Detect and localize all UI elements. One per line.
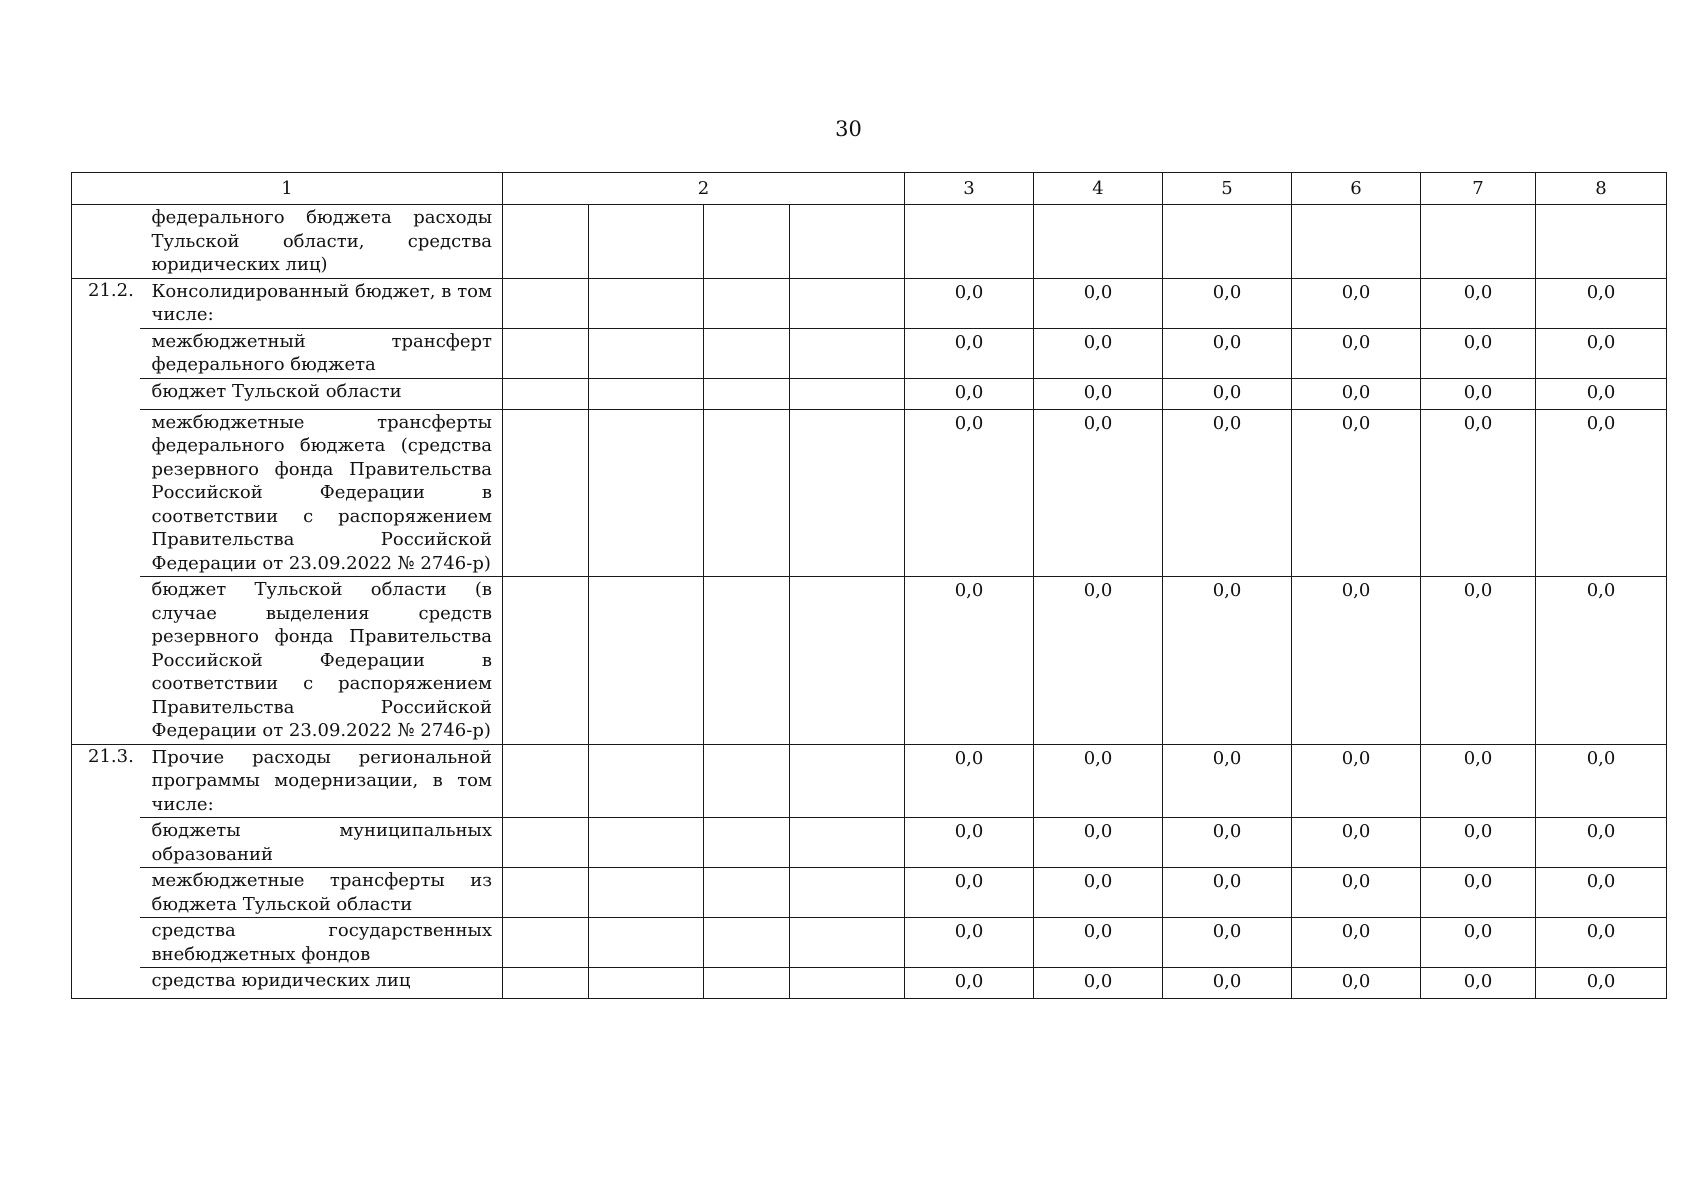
table-row <box>72 328 1667 378</box>
empty-cell <box>503 744 589 818</box>
row-name: бюджет Тульской области <box>140 378 503 409</box>
empty-cell <box>503 818 589 868</box>
value-cell-col-3: 0,0 <box>905 378 1034 409</box>
column-header-8: 8 <box>1536 173 1667 205</box>
column-header-1: 1 <box>72 173 503 205</box>
column-header-5: 5 <box>1163 173 1292 205</box>
row-name: межбюджетный трансферт федерального бюджета <box>140 328 503 378</box>
table-row <box>72 868 1667 918</box>
value-cell-col-8: 0,0 <box>1536 968 1667 999</box>
value-cell-col-4 <box>1034 205 1163 279</box>
value-cell-col-4: 0,0 <box>1034 409 1163 577</box>
empty-cell <box>503 278 589 328</box>
table-row <box>72 278 1667 328</box>
value-cell-col-6: 0,0 <box>1292 744 1421 818</box>
value-cell-col-6: 0,0 <box>1292 918 1421 968</box>
empty-cell <box>589 818 704 868</box>
row-name: средства государственных внебюджетных фондов <box>140 918 503 968</box>
table-row <box>72 409 1667 577</box>
value-cell-col-6: 0,0 <box>1292 409 1421 577</box>
row-name: Консолидированный бюджет, в том числе: <box>140 278 503 328</box>
value-cell-col-3: 0,0 <box>905 278 1034 328</box>
value-cell-col-4: 0,0 <box>1034 328 1163 378</box>
value-cell-col-7: 0,0 <box>1421 278 1536 328</box>
row-number <box>72 205 140 279</box>
value-cell-col-7: 0,0 <box>1421 378 1536 409</box>
empty-cell <box>704 205 790 279</box>
empty-cell <box>503 868 589 918</box>
value-cell-col-6: 0,0 <box>1292 868 1421 918</box>
table-row <box>72 744 1667 818</box>
value-cell-col-3: 0,0 <box>905 918 1034 968</box>
column-header-6: 6 <box>1292 173 1421 205</box>
value-cell-col-4: 0,0 <box>1034 744 1163 818</box>
value-cell-col-5 <box>1163 205 1292 279</box>
empty-cell <box>790 868 905 918</box>
value-cell-col-5: 0,0 <box>1163 577 1292 745</box>
value-cell-col-8: 0,0 <box>1536 868 1667 918</box>
value-cell-col-4: 0,0 <box>1034 868 1163 918</box>
empty-cell <box>790 918 905 968</box>
row-name: средства юридических лиц <box>140 968 503 999</box>
empty-cell <box>704 409 790 577</box>
value-cell-col-5: 0,0 <box>1163 744 1292 818</box>
value-cell-col-8: 0,0 <box>1536 577 1667 745</box>
value-cell-col-8: 0,0 <box>1536 818 1667 868</box>
value-cell-col-8: 0,0 <box>1536 378 1667 409</box>
column-header-3: 3 <box>905 173 1034 205</box>
value-cell-col-6: 0,0 <box>1292 328 1421 378</box>
empty-cell <box>704 328 790 378</box>
value-cell-col-6: 0,0 <box>1292 818 1421 868</box>
row-number: 21.3. <box>72 744 140 999</box>
value-cell-col-8 <box>1536 205 1667 279</box>
empty-cell <box>503 409 589 577</box>
value-cell-col-4: 0,0 <box>1034 968 1163 999</box>
empty-cell <box>790 409 905 577</box>
empty-cell <box>589 968 704 999</box>
table-row <box>72 968 1667 999</box>
empty-cell <box>589 409 704 577</box>
table-row <box>72 918 1667 968</box>
value-cell-col-3: 0,0 <box>905 968 1034 999</box>
value-cell-col-5: 0,0 <box>1163 328 1292 378</box>
table-row <box>72 818 1667 868</box>
empty-cell <box>704 868 790 918</box>
value-cell-col-7: 0,0 <box>1421 868 1536 918</box>
row-name: бюджеты муниципальных образований <box>140 818 503 868</box>
column-header-4: 4 <box>1034 173 1163 205</box>
empty-cell <box>503 378 589 409</box>
value-cell-col-4: 0,0 <box>1034 818 1163 868</box>
row-number: 21.2. <box>72 278 140 744</box>
value-cell-col-6: 0,0 <box>1292 378 1421 409</box>
value-cell-col-3: 0,0 <box>905 577 1034 745</box>
empty-cell <box>589 278 704 328</box>
budget-table <box>71 172 1667 999</box>
value-cell-col-4: 0,0 <box>1034 918 1163 968</box>
row-name: бюджет Тульской области (в случае выделения средств резервного фонда Правительства Российской Федерации в соответствии с распоряжением Правительства Российской Федерации от 23.09.2022 № 2746-р) <box>140 577 503 745</box>
empty-cell <box>503 968 589 999</box>
empty-cell <box>589 744 704 818</box>
value-cell-col-8: 0,0 <box>1536 409 1667 577</box>
header-row <box>72 173 1667 205</box>
column-header-2: 2 <box>503 173 905 205</box>
empty-cell <box>704 577 790 745</box>
value-cell-col-3: 0,0 <box>905 409 1034 577</box>
row-name: Прочие расходы региональной программы модернизации, в том числе: <box>140 744 503 818</box>
value-cell-col-7: 0,0 <box>1421 818 1536 868</box>
empty-cell <box>790 278 905 328</box>
value-cell-col-7 <box>1421 205 1536 279</box>
value-cell-col-3: 0,0 <box>905 744 1034 818</box>
value-cell-col-3: 0,0 <box>905 328 1034 378</box>
empty-cell <box>790 577 905 745</box>
value-cell-col-7: 0,0 <box>1421 577 1536 745</box>
value-cell-col-7: 0,0 <box>1421 918 1536 968</box>
value-cell-col-3: 0,0 <box>905 818 1034 868</box>
row-name: межбюджетные трансферты из бюджета Тульской области <box>140 868 503 918</box>
table-row <box>72 378 1667 409</box>
value-cell-col-6: 0,0 <box>1292 278 1421 328</box>
empty-cell <box>704 918 790 968</box>
value-cell-col-5: 0,0 <box>1163 378 1292 409</box>
value-cell-col-7: 0,0 <box>1421 968 1536 999</box>
value-cell-col-5: 0,0 <box>1163 278 1292 328</box>
value-cell-col-8: 0,0 <box>1536 278 1667 328</box>
value-cell-col-5: 0,0 <box>1163 918 1292 968</box>
value-cell-col-6: 0,0 <box>1292 577 1421 745</box>
column-header-7: 7 <box>1421 173 1536 205</box>
empty-cell <box>704 378 790 409</box>
table-row <box>72 205 1667 279</box>
value-cell-col-7: 0,0 <box>1421 409 1536 577</box>
empty-cell <box>589 868 704 918</box>
empty-cell <box>704 278 790 328</box>
empty-cell <box>790 205 905 279</box>
table-row <box>72 577 1667 745</box>
value-cell-col-7: 0,0 <box>1421 744 1536 818</box>
value-cell-col-8: 0,0 <box>1536 918 1667 968</box>
value-cell-col-6 <box>1292 205 1421 279</box>
value-cell-col-3: 0,0 <box>905 868 1034 918</box>
row-name: федерального бюджета расходы Тульской области, средства юридических лиц) <box>140 205 503 279</box>
empty-cell <box>790 328 905 378</box>
value-cell-col-5: 0,0 <box>1163 968 1292 999</box>
value-cell-col-5: 0,0 <box>1163 868 1292 918</box>
empty-cell <box>589 918 704 968</box>
empty-cell <box>704 744 790 818</box>
value-cell-col-6: 0,0 <box>1292 968 1421 999</box>
value-cell-col-5: 0,0 <box>1163 409 1292 577</box>
empty-cell <box>589 328 704 378</box>
empty-cell <box>503 205 589 279</box>
value-cell-col-4: 0,0 <box>1034 577 1163 745</box>
value-cell-col-4: 0,0 <box>1034 378 1163 409</box>
empty-cell <box>790 818 905 868</box>
empty-cell <box>790 968 905 999</box>
value-cell-col-5: 0,0 <box>1163 818 1292 868</box>
empty-cell <box>790 378 905 409</box>
row-name: межбюджетные трансферты федерального бюджета (средства резервного фонда Правительства Российской Федерации в соответствии с распоряжением Правительства Российской Федерации от 23.09.2022 № 2746-р) <box>140 409 503 577</box>
empty-cell <box>503 918 589 968</box>
value-cell-col-8: 0,0 <box>1536 744 1667 818</box>
value-cell-col-8: 0,0 <box>1536 328 1667 378</box>
empty-cell <box>503 577 589 745</box>
empty-cell <box>503 328 589 378</box>
empty-cell <box>589 577 704 745</box>
value-cell-col-4: 0,0 <box>1034 278 1163 328</box>
empty-cell <box>704 968 790 999</box>
page-number: 30 <box>835 117 862 141</box>
empty-cell <box>589 205 704 279</box>
empty-cell <box>790 744 905 818</box>
empty-cell <box>704 818 790 868</box>
value-cell-col-7: 0,0 <box>1421 328 1536 378</box>
value-cell-col-3 <box>905 205 1034 279</box>
empty-cell <box>589 378 704 409</box>
